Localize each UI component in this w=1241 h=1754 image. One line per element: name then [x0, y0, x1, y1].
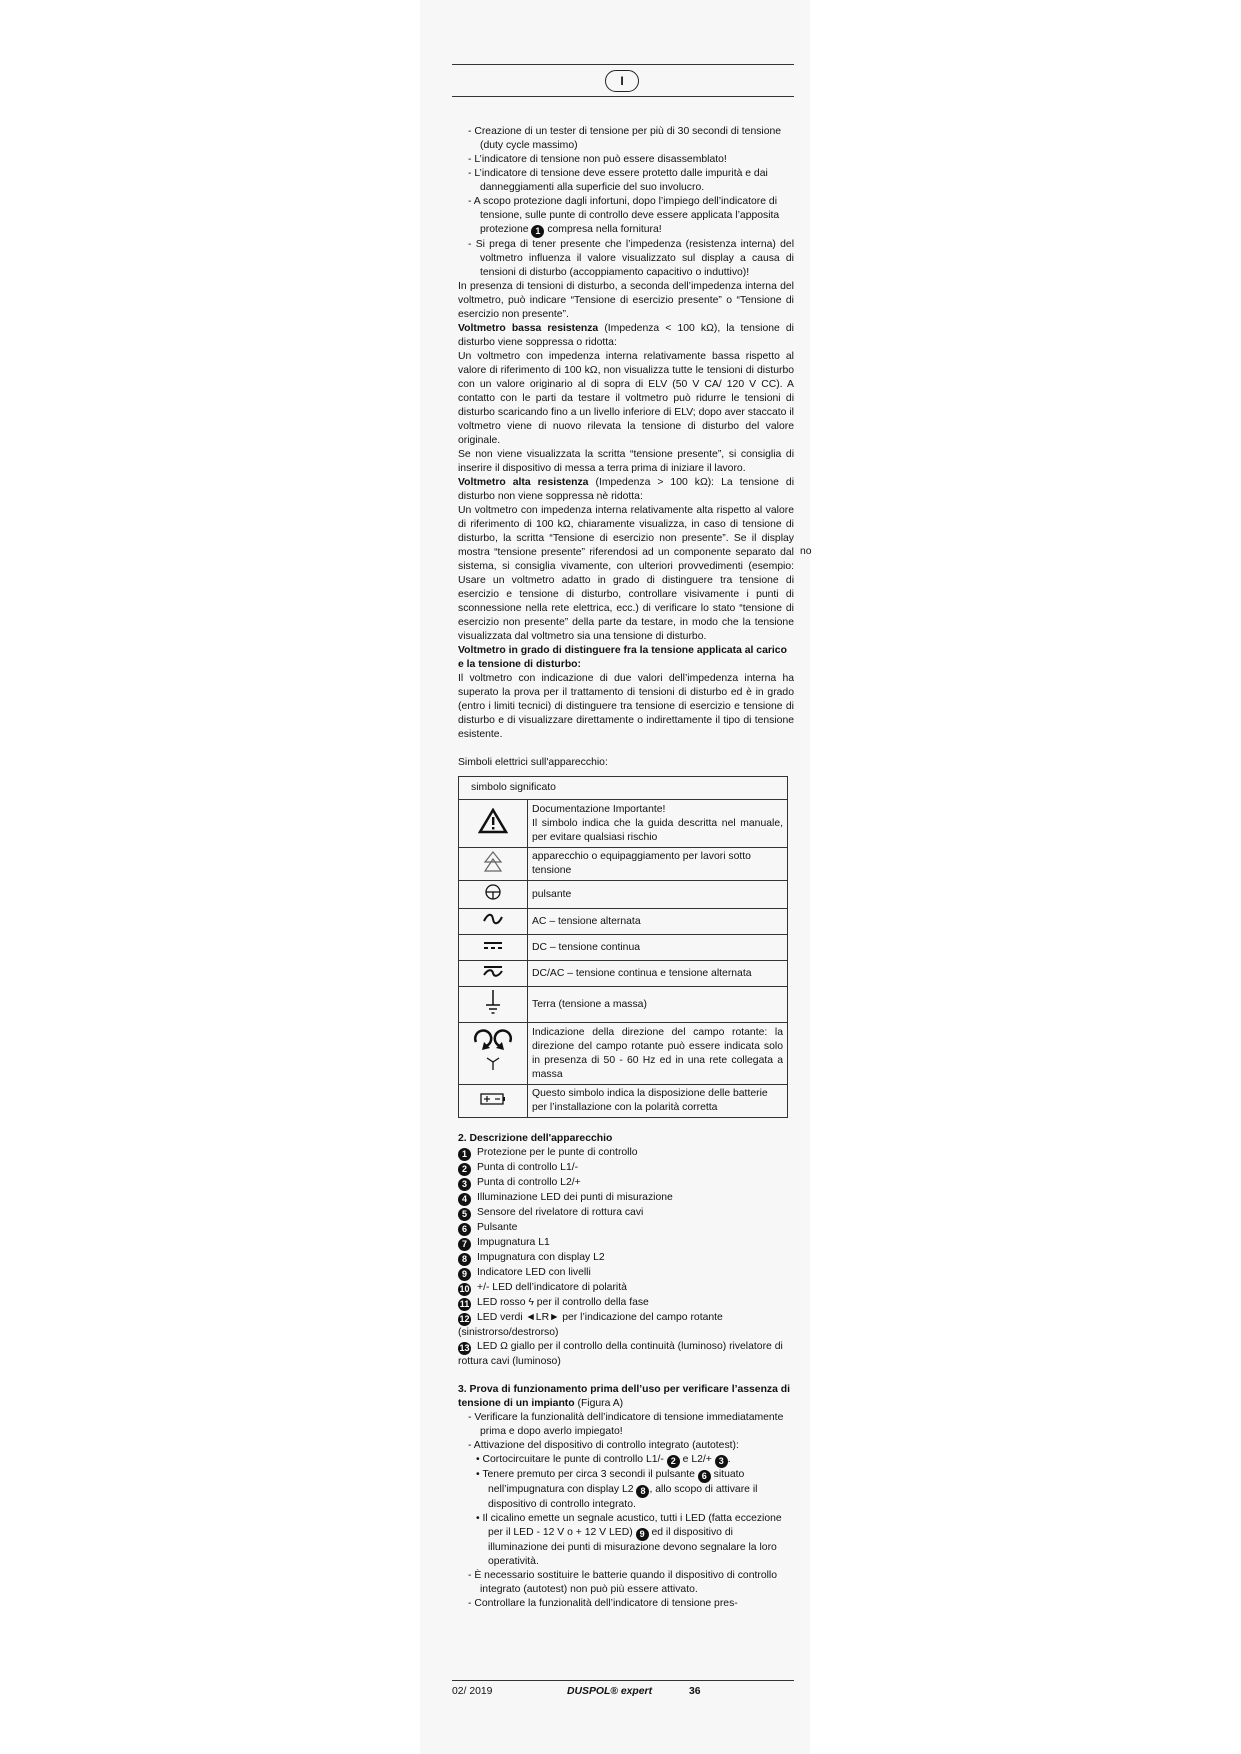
list-item	[458, 1191, 794, 1206]
callout-number-icon: 13	[459, 1343, 470, 1353]
table-row	[459, 935, 788, 961]
warning-triangle-icon	[459, 800, 528, 848]
page-footer	[452, 1686, 794, 1697]
footer-rule	[452, 1680, 794, 1681]
table-row	[459, 881, 788, 909]
bullet-item: - È necessario sostituire le batterie quando il dispositivo di controllo integrato (autotest) non può più essere attivato.	[468, 1570, 777, 1595]
paragraph	[458, 476, 794, 504]
table-row	[459, 987, 788, 1023]
table-row	[459, 961, 788, 987]
symbols-table	[458, 776, 788, 1118]
description-list	[458, 1146, 794, 1369]
callout-number-icon: 1	[458, 1148, 471, 1161]
callout-9-icon: 9	[636, 1528, 649, 1541]
callout-number-icon: 4	[458, 1193, 471, 1206]
header-rule-top	[452, 64, 794, 65]
bullet-item: - L’indicatore di tensione non può essere disassemblato!	[468, 154, 727, 165]
callout-number-icon: 8	[458, 1253, 471, 1266]
paragraph: In presenza di tensioni di disturbo, a seconda dell’impedenza interna del voltmetro, può indicare “Tensione di esercizio presente” o “Tensione di esercizio non presente”.	[458, 281, 794, 320]
document-body	[458, 125, 794, 1611]
list-item	[458, 1281, 794, 1296]
section-3-figure-ref: (Figura A)	[577, 1398, 624, 1409]
callout-number-icon: 11	[459, 1299, 470, 1309]
table-header: simbolo significato	[459, 777, 788, 800]
list-item	[458, 1161, 794, 1176]
table-row	[459, 1023, 788, 1085]
paragraph: Se non viene visualizzata la scritta “tensione presente”, si consiglia di inserire il dispositivo di messa a terra prima di iniziare il lavoro.	[458, 449, 794, 474]
table-row	[459, 1085, 788, 1118]
sub-bullet-item	[458, 1512, 794, 1569]
table-row	[459, 909, 788, 935]
symbol-text: AC – tensione alternata	[528, 909, 788, 935]
bullet-item: - L’indicatore di tensione deve essere protetto dalle impurità e dai danneggiamenti alla superficie del suo involucro.	[468, 168, 768, 193]
bullet-item: - Verificare la funzionalità dell’indicatore di tensione immediatamente prima e dopo averlo impiegato!	[468, 1412, 784, 1437]
footer-date: 02/ 2019	[452, 1686, 493, 1697]
list-item	[458, 1296, 794, 1311]
bullet-item: - Attivazione del dispositivo di controllo integrato (autotest):	[468, 1440, 739, 1451]
bullet-item: - Si prega di tener presente che l’impedenza (resistenza interna) del voltmetro influenza il valore visualizzato sul display a causa di tensioni di disturbo (accoppiamento capacitivo o induttivo)!	[468, 239, 794, 278]
high-res-rest: (Impedenza > 100 kΩ): La tensione di disturbo non viene soppressa nè ridotta:	[458, 477, 795, 502]
callout-8-icon: 8	[636, 1485, 649, 1498]
paragraph: Un voltmetro con impedenza interna relativamente bassa rispetto al valore di riferimento di 100 kΩ, non visualizza tutte le tensioni di disturbo con un valore originario al di sopra di ELV (50 V CA/ 120 V CC). A contatto con le parti da testare il voltmetro può ridurre le tensioni di disturbo scaricando fino a un livello inferiore di ELV; dopo aver staccato il voltmetro viene di nuovo rilevata la tensione di disturbo del valore originale.	[458, 351, 794, 446]
list-item	[458, 1340, 794, 1369]
callout-2-icon: 2	[667, 1455, 680, 1468]
high-res-title: Voltmetro alta resistenza	[458, 477, 589, 488]
header-rule-bottom	[452, 96, 794, 97]
paragraph	[458, 322, 794, 350]
section-2-title: 2. Descrizione dell'apparecchio	[458, 1133, 613, 1144]
list-item-text: LED rosso ϟ per il controllo della fase	[477, 1297, 649, 1308]
list-item-text: Punta di controllo L2/+	[477, 1177, 581, 1188]
list-item	[458, 1266, 794, 1281]
section-3-title	[458, 1383, 794, 1411]
callout-6-icon: 6	[698, 1470, 711, 1483]
callout-number-icon: 2	[458, 1163, 471, 1176]
overflow-text: no	[800, 546, 812, 557]
list-item-text: Pulsante	[477, 1222, 518, 1233]
list-item	[458, 1176, 794, 1191]
list-item-text: +/- LED dell’indicatore di polarità	[477, 1282, 627, 1293]
list-item	[458, 1251, 794, 1266]
symbol-text: pulsante	[528, 881, 788, 909]
callout-number-icon: 5	[458, 1208, 471, 1221]
callout-number-icon: 7	[458, 1238, 471, 1251]
symbol-text: apparecchio o equipaggiamento per lavori sotto tensione	[528, 848, 788, 881]
list-item-text: Impugnatura con display L2	[477, 1252, 605, 1263]
table-row	[459, 800, 788, 848]
language-badge: I	[605, 70, 639, 92]
earth-icon	[459, 987, 528, 1023]
callout-number-icon: 3	[458, 1178, 471, 1191]
bullet-item: - Controllare la funzionalità dell’indicatore di tensione pres-	[468, 1598, 738, 1609]
dc-icon	[459, 935, 528, 961]
low-res-rest: (Impedenza < 100 kΩ), la tensione di disturbo viene soppressa o ridotta:	[458, 323, 794, 348]
list-item-text: Illuminazione LED dei punti di misurazione	[477, 1192, 673, 1203]
symbol-text: Indicazione della direzione del campo rotante: la direzione del campo rotante può essere indicata solo in presenza di 50 - 60 Hz ed in una rete collegata a massa	[528, 1023, 788, 1085]
sub-bullet-item: • Cortocircuitare le punte di controllo L1/- 2 e L2/+ 3 .	[476, 1454, 731, 1466]
ac-icon	[459, 909, 528, 935]
insulated-tool-icon	[459, 848, 528, 881]
sub-bullet-text: e L2/+	[682, 1454, 712, 1465]
pushbutton-icon	[459, 881, 528, 909]
bullet4-text-b: compresa nella fornitura!	[547, 224, 662, 235]
dc-ac-icon	[459, 961, 528, 987]
symbol-text: Documentazione Importante! Il simbolo indica che la guida descritta nel manuale, per evitare qualsiasi rischio	[528, 800, 788, 848]
footer-brand: DUSPOL® expert	[567, 1686, 653, 1697]
callout-number-icon: 12	[459, 1314, 470, 1324]
callout-number-icon: 9	[458, 1268, 471, 1281]
section-heading: Voltmetro in grado di distinguere fra la tensione applicata al carico e la tensione di disturbo:	[458, 645, 787, 670]
callout-number-icon: 6	[458, 1223, 471, 1236]
symbol-text: Questo simbolo indica la disposizione delle batterie per l’installazione con la polarità corretta	[528, 1085, 788, 1118]
sub-bullet-text: • Cortocircuitare le punte di controllo L1/-	[476, 1454, 664, 1465]
paragraph: Un voltmetro con impedenza interna relativamente alta rispetto al valore di riferimento di 100 kΩ, chiaramente visualizza, in caso di tensione di disturbo, la scritta “Tensione di esercizio non presente”. Se il display mostra “tensione presente” riferendosi ad un componente separato dal sistema, si consiglia vivamente, con ulteriori provvedimenti (esempio: Usare un voltmetro adatto in grado di distinguere tra tensione di esercizio e tensione di disturbo, controllare visivamente i punti di sconnessione nella rete elettrica, ecc.) di verificare lo stato “tensione di esercizio non presente” della parte da testare, in modo che la tensione visualizzata dal voltmetro sia una tensione di disturbo.	[458, 505, 794, 642]
symbol-text: DC/AC – tensione continua e tensione alternata	[528, 961, 788, 987]
symbol-text: DC – tensione continua	[528, 935, 788, 961]
sub-bullet-text: • Tenere premuto per circa 3 secondi il pulsante	[476, 1469, 695, 1480]
table-row	[459, 848, 788, 881]
sub-bullet-text: , allo scopo di attivare il dispositivo di controllo integrato.	[488, 1484, 758, 1510]
section-3-title-text: 3. Prova di funzionamento prima dell’uso per verificare l’assenza di tensione di un impianto	[458, 1384, 791, 1409]
list-item-text: Indicatore LED con livelli	[477, 1267, 591, 1278]
sub-bullet-text: ed il dispositivo di illuminazione dei punti di misurazione devono segnalare la loro operatività.	[488, 1527, 777, 1567]
list-item-text: Punta di controllo L1/-	[477, 1162, 579, 1173]
low-res-title: Voltmetro bassa resistenza	[458, 323, 599, 334]
bullet4-text-a: - A scopo protezione dagli infortuni, dopo l’impiego dell’indicatore di tensione, sulle punte di controllo deve essere applicata l’apposita protezione	[468, 196, 780, 235]
sub-bullet-text: • Il cicalino emette un segnale acustico, tutti i LED (fatta eccezione per il LED - 12 V o + 12 V LED)	[476, 1513, 782, 1538]
table-header-row	[459, 777, 788, 800]
list-item	[458, 1221, 794, 1236]
list-item-text: Impugnatura L1	[477, 1237, 550, 1248]
symbol-text: Terra (tensione a massa)	[528, 987, 788, 1023]
list-item	[458, 1236, 794, 1251]
list-item-text: Protezione per le punte di controllo	[477, 1147, 638, 1158]
footer-page-number: 36	[689, 1686, 701, 1697]
callout-number-icon: 10	[459, 1284, 470, 1294]
list-item-text: LED Ω giallo per il controllo della continuità (luminoso) rivelatore di rottura cavi (luminoso)	[458, 1341, 783, 1367]
list-item	[458, 1206, 794, 1221]
list-item	[458, 1311, 794, 1340]
paragraph: Il voltmetro con indicazione di due valori dell’impedenza interna ha superato la prova per il trattamento di tensioni di disturbo ed è in grado (entro i limiti tecnici) di distinguere tra tensione di esercizio e tensione di disturbo e di visualizzare direttamente o indirettamente il tipo di tensione esistente.	[458, 673, 794, 740]
bullet-item	[458, 195, 794, 238]
callout-3-icon: 3	[715, 1455, 728, 1468]
list-item-text: LED verdi ◄LR► per l’indicazione del campo rotante (sinistrorso/destrorso)	[458, 1312, 723, 1338]
bullet-item: - Creazione di un tester di tensione per più di 30 secondi di tensione (duty cycle massimo)	[468, 126, 782, 151]
rotating-field-icon	[459, 1023, 528, 1085]
sub-bullet-item	[458, 1468, 794, 1512]
callout-1-icon: 1	[531, 225, 544, 238]
symbols-intro: Simboli elettrici sull'apparecchio:	[458, 757, 608, 768]
list-item	[458, 1146, 794, 1161]
list-item-text: Sensore del rivelatore di rottura cavi	[477, 1207, 644, 1218]
battery-icon	[459, 1085, 528, 1118]
sub-bullet-text: situato nell’impugnatura con display L2	[488, 1469, 745, 1495]
